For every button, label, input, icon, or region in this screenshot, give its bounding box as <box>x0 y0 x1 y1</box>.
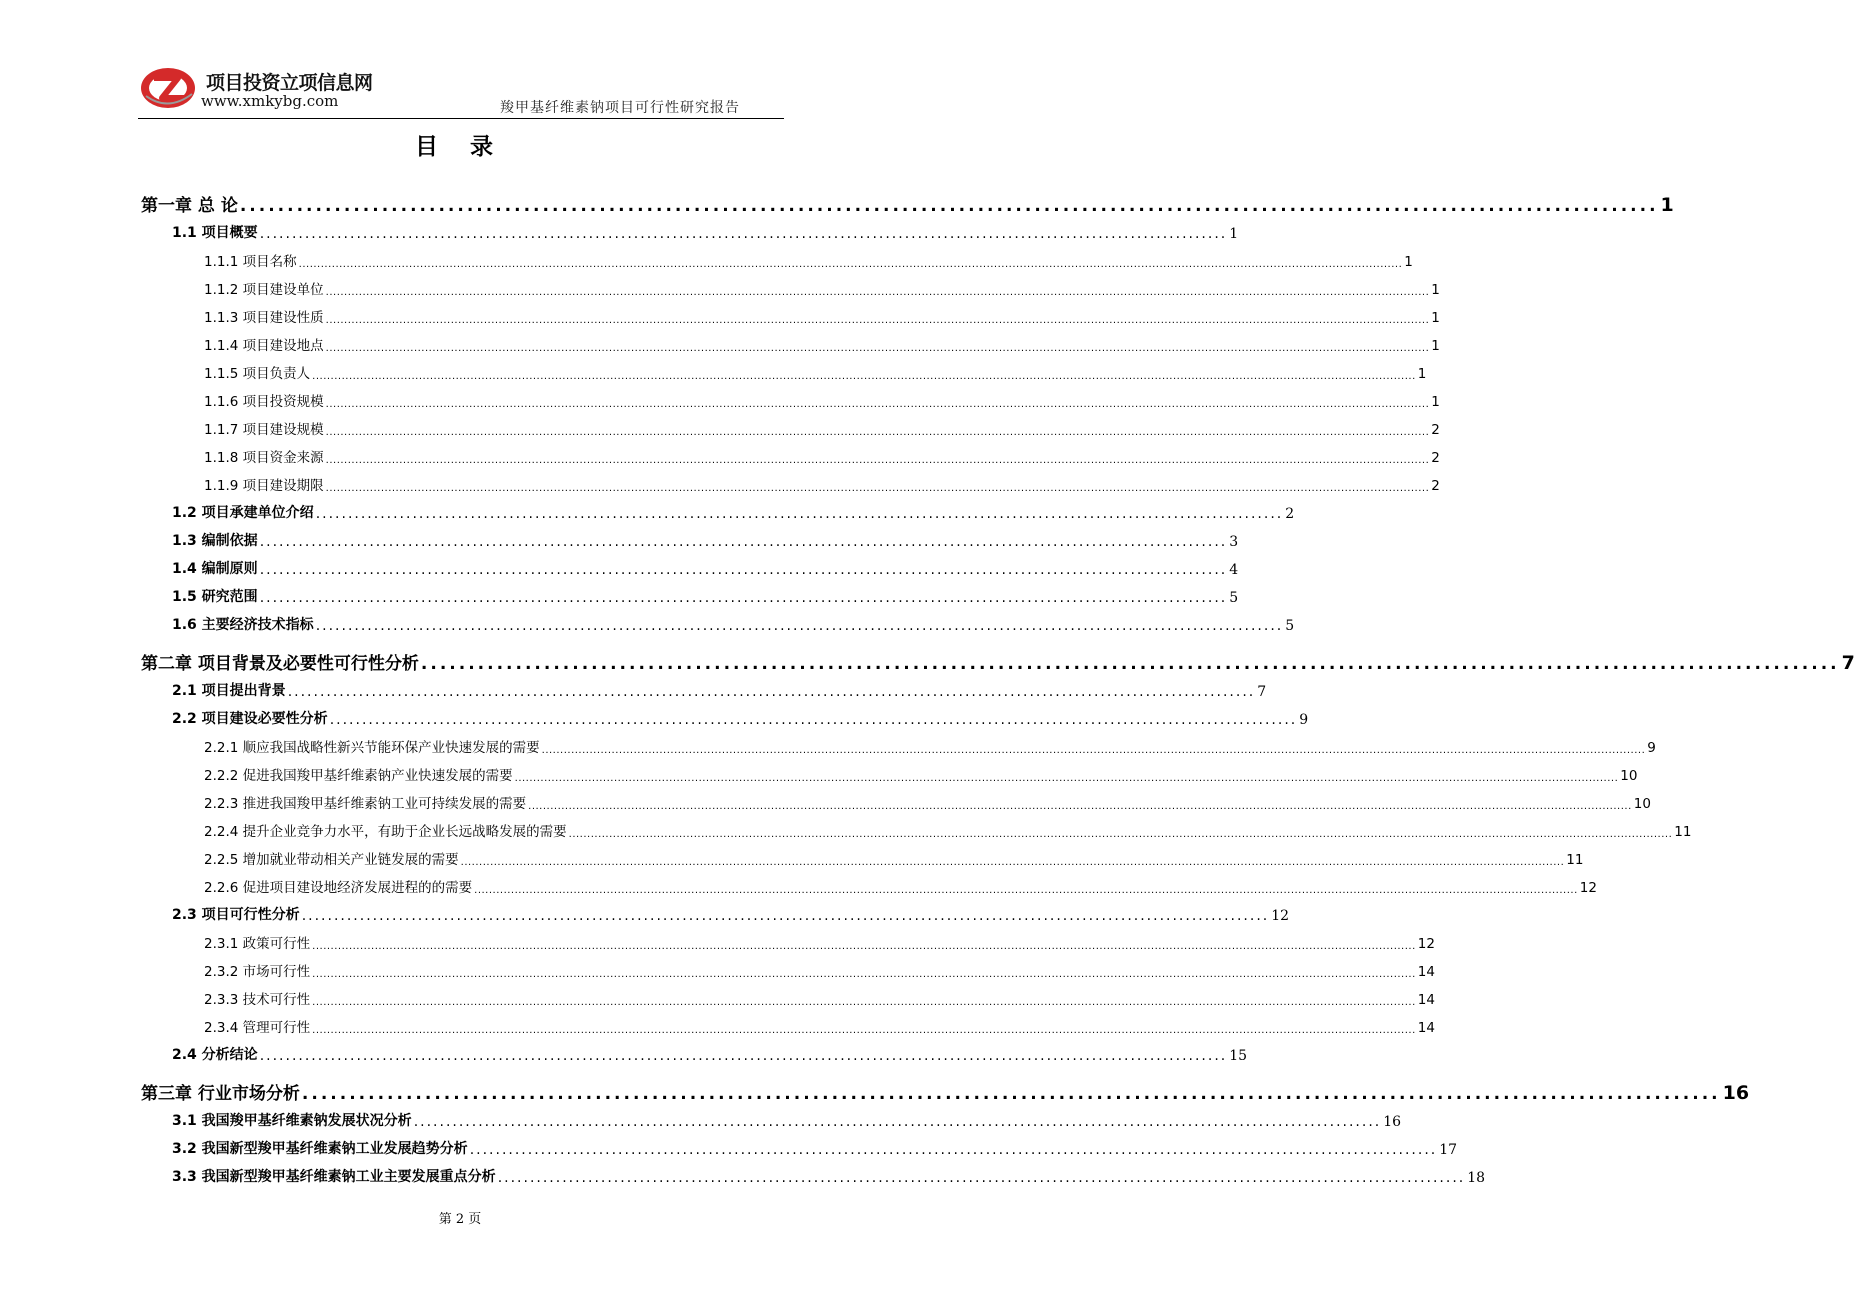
toc-dot-leader: ............................................................................................................................................................................................................................................................................................................ <box>325 483 1430 494</box>
toc-dot-leader: ............................................................................................................................................................................................................................................................................................................ <box>325 287 1430 298</box>
toc-entry[interactable] <box>172 502 1295 522</box>
toc-entry-title: 1.3 编制依据 <box>172 533 258 549</box>
toc-entry-title: 1.1.3 项目建设性质 <box>204 310 324 326</box>
toc-entry-page: 11 <box>1566 852 1584 868</box>
toc-dot-leader: ...................................................................................................................................................... <box>259 562 1228 578</box>
toc-entry[interactable] <box>172 680 1267 700</box>
toc-dot-leader: ............................................................................................................................................................................................................................................................................................................ <box>312 941 1416 952</box>
toc-dot-leader: ............................................................................................................................................................................................................................................................................................................ <box>312 997 1416 1008</box>
toc-entry-title: 2.3 项目可行性分析 <box>172 907 300 923</box>
toc-entry-title: 3.1 我国羧甲基纤维素钠发展状况分析 <box>172 1113 412 1129</box>
toc-dot-leader: ...................................................................................................................................................... <box>497 1170 1466 1186</box>
toc-entry-title: 1.4 编制原则 <box>172 561 258 577</box>
toc-entry[interactable] <box>172 558 1239 578</box>
toc-dot-leader: ............................................................................................................................................................................................................................................................................................................ <box>312 371 1416 382</box>
toc-entry-page: 1 <box>1417 366 1427 382</box>
toc-entry-page: 5 <box>1285 618 1295 634</box>
toc-entry[interactable] <box>204 988 1435 1008</box>
toc-entry[interactable] <box>172 530 1239 550</box>
toc-entry-title: 1.1.1 项目名称 <box>204 254 297 270</box>
toc-dot-leader: ............................................................................................................................................................................................................................................................................................................ <box>325 399 1430 410</box>
toc-entry[interactable] <box>204 334 1440 354</box>
toc-dot-leader: ...................................................................................................................................................... <box>329 712 1298 728</box>
toc-entry[interactable] <box>204 736 1656 756</box>
toc-entry[interactable] <box>172 1166 1486 1186</box>
toc-dot-leader: ............................................................................................................................................................................................................................................................................................................ <box>514 773 1619 784</box>
toc-entry-title: 2.3.3 技术可行性 <box>204 992 311 1008</box>
toc-dot-leader: ...................................................................................................................................................... <box>301 1084 1721 1104</box>
toc-entry-title: 2.4 分析结论 <box>172 1047 258 1063</box>
toc-entry-page: 10 <box>1620 768 1638 784</box>
toc-dot-leader: ...................................................................................................................................................... <box>413 1114 1382 1130</box>
toc-entry[interactable] <box>204 848 1584 868</box>
toc-entry[interactable] <box>172 708 1309 728</box>
toc-dot-leader: ...................................................................................................................................................... <box>259 1048 1228 1064</box>
toc-entry-title: 2.2.2 促进我国羧甲基纤维素钠产业快速发展的需要 <box>204 768 513 784</box>
toc-entry[interactable] <box>172 222 1239 242</box>
toc-entry[interactable] <box>172 586 1239 606</box>
toc-entry[interactable] <box>204 932 1435 952</box>
toc-entry-title: 1.1.6 项目投资规模 <box>204 394 324 410</box>
toc-entry-title: 3.3 我国新型羧甲基纤维素钠工业主要发展重点分析 <box>172 1169 496 1185</box>
toc-dot-leader: ...................................................................................................................................................... <box>469 1142 1438 1158</box>
document-title: 羧甲基纤维素钠项目可行性研究报告 <box>500 100 740 116</box>
toc-entry-page: 15 <box>1229 1048 1248 1064</box>
toc-dot-leader: ............................................................................................................................................................................................................................................................................................................ <box>474 885 1578 896</box>
toc-entry[interactable] <box>204 960 1435 980</box>
toc-dot-leader: ...................................................................................................................................................... <box>315 618 1284 634</box>
toc-entry-title: 1.1.8 项目资金来源 <box>204 450 324 466</box>
toc-entry[interactable] <box>204 876 1597 896</box>
toc-entry[interactable] <box>172 904 1290 924</box>
toc-dot-leader: ............................................................................................................................................................................................................................................................................................................ <box>298 259 1403 270</box>
toc-entry[interactable] <box>204 1016 1435 1036</box>
toc-entry-title: 1.5 研究范围 <box>172 589 258 605</box>
toc-entry-page: 11 <box>1674 824 1692 840</box>
toc-entry[interactable] <box>204 446 1440 466</box>
toc-entry-page: 14 <box>1417 964 1435 980</box>
toc-entry[interactable] <box>204 306 1440 326</box>
toc-entry-page: 2 <box>1431 450 1440 466</box>
toc-dot-leader: ............................................................................................................................................................................................................................................................................................................ <box>312 1025 1416 1036</box>
toc-entry-page: 1 <box>1404 254 1413 270</box>
toc-entry[interactable] <box>204 390 1440 410</box>
header-divider <box>138 118 784 119</box>
toc-entry-page: 2 <box>1431 478 1440 494</box>
toc-entry-page: 18 <box>1467 1170 1486 1186</box>
logo-url: www.xmkybg.com <box>201 92 339 110</box>
toc-entry-title: 1.1 项目概要 <box>172 225 258 241</box>
toc-entry-title: 1.1.2 项目建设单位 <box>204 282 324 298</box>
toc-dot-leader: ...................................................................................................................................................... <box>239 196 1659 216</box>
toc-title: 目 录 <box>414 134 505 160</box>
toc-entry-page: 2 <box>1285 506 1295 522</box>
toc-entry-title: 2.2.3 推进我国羧甲基纤维素钠工业可持续发展的需要 <box>204 796 527 812</box>
toc-dot-leader: ...................................................................................................................................................... <box>301 908 1270 924</box>
toc-entry-title: 2.2 项目建设必要性分析 <box>172 711 328 727</box>
toc-entry[interactable] <box>204 764 1638 784</box>
toc-dot-leader: ............................................................................................................................................................................................................................................................................................................ <box>541 745 1646 756</box>
toc-entry-title: 2.1 项目提出背景 <box>172 683 286 699</box>
toc-entry[interactable] <box>172 614 1295 634</box>
toc-dot-leader: ...................................................................................................................................................... <box>420 654 1840 674</box>
toc-entry-title: 2.3.4 管理可行性 <box>204 1020 311 1036</box>
toc-entry[interactable] <box>204 278 1440 298</box>
toc-dot-leader: ...................................................................................................................................................... <box>259 534 1228 550</box>
toc-entry-page: 17 <box>1439 1142 1458 1158</box>
toc-dot-leader: ...................................................................................................................................................... <box>315 506 1284 522</box>
logo-name: 项目投资立项信息网 <box>206 72 373 94</box>
toc-entry-title: 2.2.5 增加就业带动相关产业链发展的需要 <box>204 852 459 868</box>
toc-dot-leader: ............................................................................................................................................................................................................................................................................................................ <box>325 343 1430 354</box>
toc-entry[interactable] <box>141 190 1674 216</box>
logo-icon <box>140 66 196 110</box>
page-header <box>0 0 920 122</box>
toc-entry-page: 7 <box>1841 652 1855 674</box>
toc-entry-page: 3 <box>1229 534 1239 550</box>
toc-entry-page: 5 <box>1229 590 1239 606</box>
toc-entry-title: 1.1.7 项目建设规模 <box>204 422 324 438</box>
toc-dot-leader: ............................................................................................................................................................................................................................................................................................................ <box>325 315 1430 326</box>
toc-dot-leader: ...................................................................................................................................................... <box>259 226 1228 242</box>
toc-entry[interactable] <box>204 474 1440 494</box>
toc-dot-leader: ............................................................................................................................................................................................................................................................................................................ <box>325 427 1430 438</box>
toc-dot-leader: ...................................................................................................................................................... <box>287 684 1256 700</box>
toc-entry-page: 1 <box>1431 338 1440 354</box>
page-number: 第 2 页 <box>438 1212 482 1227</box>
toc-entry[interactable] <box>204 250 1413 270</box>
toc-entry-page: 1 <box>1229 226 1239 242</box>
toc-entry[interactable] <box>141 1078 1750 1104</box>
toc-entry-title: 第一章 总 论 <box>141 196 238 216</box>
toc-entry-title: 第三章 行业市场分析 <box>141 1084 300 1104</box>
toc-entry-title: 3.2 我国新型羧甲基纤维素钠工业发展趋势分析 <box>172 1141 468 1157</box>
toc-entry-title: 第二章 项目背景及必要性可行性分析 <box>141 654 419 674</box>
toc-entry-title: 1.6 主要经济技术指标 <box>172 617 314 633</box>
toc-dot-leader: ............................................................................................................................................................................................................................................................................................................ <box>312 969 1416 980</box>
toc-entry-title: 2.3.2 市场可行性 <box>204 964 311 980</box>
toc-entry[interactable] <box>204 820 1692 840</box>
toc-entry-page: 4 <box>1229 562 1239 578</box>
toc-entry-title: 2.3.1 政策可行性 <box>204 936 311 952</box>
toc-entry-page: 12 <box>1417 936 1435 952</box>
toc-entry-page: 16 <box>1722 1082 1750 1104</box>
toc-entry-page: 14 <box>1417 992 1435 1008</box>
toc-entry[interactable] <box>172 1044 1248 1064</box>
toc-dot-leader: ............................................................................................................................................................................................................................................................................................................ <box>568 829 1673 840</box>
toc-entry-title: 2.2.6 促进项目建设地经济发展进程的的需要 <box>204 880 473 896</box>
toc-entry-page: 1 <box>1431 394 1440 410</box>
toc-entry-title: 1.1.4 项目建设地点 <box>204 338 324 354</box>
toc-entry[interactable] <box>204 418 1440 438</box>
toc-dot-leader: ...................................................................................................................................................... <box>259 590 1228 606</box>
toc-dot-leader: ............................................................................................................................................................................................................................................................................................................ <box>460 857 1565 868</box>
toc-entry-page: 1 <box>1431 282 1440 298</box>
toc-entry-page: 10 <box>1633 796 1651 812</box>
toc-entry-title: 1.1.9 项目建设期限 <box>204 478 324 494</box>
toc-entry[interactable] <box>172 1110 1402 1130</box>
toc-entry-page: 14 <box>1417 1020 1435 1036</box>
toc-entry-page: 1 <box>1660 194 1674 216</box>
toc-entry-page: 16 <box>1383 1114 1402 1130</box>
toc-entry-page: 12 <box>1271 908 1290 924</box>
toc-dot-leader: ............................................................................................................................................................................................................................................................................................................ <box>528 801 1632 812</box>
toc-entry-page: 9 <box>1299 712 1309 728</box>
toc-entry-title: 2.2.1 顺应我国战略性新兴节能环保产业快速发展的需要 <box>204 740 540 756</box>
toc-entry-title: 2.2.4 提升企业竞争力水平，有助于企业长远战略发展的需要 <box>204 824 567 840</box>
toc-entry[interactable] <box>172 1138 1458 1158</box>
toc-entry[interactable] <box>204 362 1427 382</box>
toc-entry-page: 2 <box>1431 422 1440 438</box>
toc-dot-leader: ............................................................................................................................................................................................................................................................................................................ <box>325 455 1430 466</box>
toc-entry-page: 12 <box>1579 880 1597 896</box>
toc-entry[interactable] <box>141 648 1855 674</box>
toc-entry-title: 1.2 项目承建单位介绍 <box>172 505 314 521</box>
toc-entry-title: 1.1.5 项目负责人 <box>204 366 311 382</box>
toc-entry-page: 1 <box>1431 310 1440 326</box>
toc-entry-page: 7 <box>1257 684 1267 700</box>
toc-entry[interactable] <box>204 792 1651 812</box>
toc-entry-page: 9 <box>1647 740 1656 756</box>
